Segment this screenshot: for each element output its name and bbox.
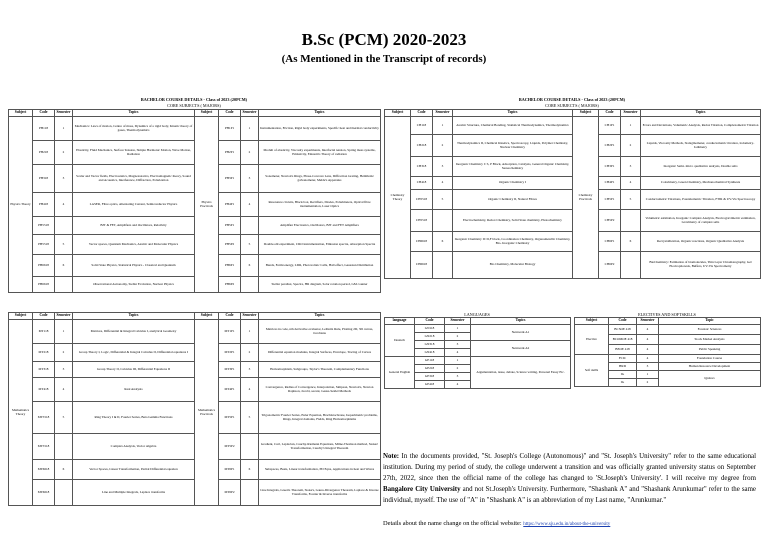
language-cell: Deutsch: [385, 325, 415, 357]
details-line: [383, 520, 756, 527]
semester-cell: [241, 277, 259, 293]
semester-cell: 4: [433, 177, 453, 190]
physics-block-sub: CORE SUBJECTS ( MAJORS): [167, 103, 221, 108]
column-header: Subject: [575, 318, 609, 325]
topics-cell: BJT & FET, Amplifiers and Oscillators, Relativity: [73, 217, 195, 235]
code-cell: CH6P2: [599, 252, 621, 279]
code-cell: FCIC: [609, 355, 637, 363]
topics-cell: Moduli of elasticity, Viscosity experiments, Interfacial tension, Spring mass systems, Emissivity, Einstein's Theory of radiation: [259, 141, 381, 165]
topics-cell: Complex Analysis, Vector Algebra: [73, 434, 195, 460]
topics-cell: Resonance circuits, Black box, Rectifiers, Diodes, Polarimeters, Optical fibre instrumentation, Laser Optics: [259, 193, 381, 217]
semester-cell: 4: [55, 193, 73, 217]
column-header: Semester: [621, 110, 641, 117]
code-cell: MT5518: [33, 434, 55, 460]
topic-cell: Ignitors: [659, 371, 761, 387]
column-header: Topics: [259, 313, 381, 320]
semester-cell: 3: [637, 363, 659, 371]
semester-cell: 5: [241, 402, 259, 434]
topic-cell: Stock Market Analysis: [659, 335, 761, 345]
languages-table: [384, 317, 571, 389]
semester-cell: 4: [55, 378, 73, 402]
code-cell: PH318: [33, 165, 55, 193]
semester-cell: 5: [241, 235, 259, 255]
semester-cell: [433, 252, 453, 279]
code-cell: MT2P1: [219, 344, 241, 362]
semester-cell: 3: [445, 373, 471, 381]
electives-title: ELECTIVES AND SOFTSKILLS: [638, 312, 696, 317]
code-cell: CH1P1: [599, 117, 621, 135]
chemistry-block-title: BACHELOR COURSE DETAILS - Class of 2023 (20PCM): [518, 97, 626, 102]
code-cell: MT4P1: [219, 378, 241, 402]
topics-cell: Observational Astronomy, Stellar Evolution, Nuclear Physics: [73, 277, 195, 293]
semester-cell: 4: [637, 355, 659, 363]
semester-cell: 3: [241, 165, 259, 193]
semester-cell: 4: [621, 177, 641, 190]
column-header: Topics: [73, 110, 195, 117]
subject-cell: Mathematics Practicals: [195, 320, 219, 506]
semester-cell: 1: [241, 117, 259, 141]
semester-cell: 4: [637, 345, 659, 355]
column-header: Semester: [637, 318, 659, 325]
code-cell: PH2P1: [219, 141, 241, 165]
topics-cell: Liquids, Viscosity Methods, Stalagmometer, conductometric titration, Iodometry-Iodimetry: [641, 135, 761, 157]
semester-cell: 3: [241, 362, 259, 378]
code-cell: MT218: [33, 344, 55, 362]
semester-cell: 3: [621, 157, 641, 177]
page-subtitle: (As Mentioned in the Transcript of records): [281, 53, 487, 65]
topics-cell: BioChemistry: Estimation of biomolecules, Thin Layer Chromatography, Gel Electrophoresis, Buffers, UV-Vis Spectrometry: [641, 252, 761, 279]
code-cell: PH6P1: [219, 255, 241, 277]
code-cell: MT318: [33, 362, 55, 378]
topics-cell: Line and Multiple Integrals, Laplace transforms: [73, 480, 195, 506]
semester-cell: 4: [445, 381, 471, 389]
code-cell: GE218: [415, 365, 445, 373]
semester-cell: 3: [445, 341, 471, 349]
languages-block: [384, 312, 570, 389]
topics-cell: Inorganic Chemistry I: S, P Block, Adsorption, Catalysis, General Organic Chemistry, Stereochemistry: [453, 157, 573, 177]
code-cell: CH3P1: [599, 157, 621, 177]
semester-cell: 2: [55, 344, 73, 362]
code-cell: MT5P1: [219, 402, 241, 434]
code-cell: PH5P1: [219, 217, 241, 235]
code-cell: PH4P1: [219, 193, 241, 217]
subject-cell: Soft skills: [575, 355, 609, 387]
code-cell: PH418: [33, 193, 55, 217]
table-row: [9, 117, 381, 141]
column-header: Subject: [9, 313, 33, 320]
semester-cell: 2: [55, 141, 73, 165]
subject-cell: Physics Practicals: [195, 117, 219, 293]
code-cell: PH1P1: [219, 117, 241, 141]
code-cell: CH5518: [411, 190, 433, 210]
column-header: Topics: [471, 318, 571, 325]
electives-block: [574, 312, 760, 387]
chemistry-table: [384, 109, 761, 279]
topics-cell: Electrochemistry, Redox Chemistry, Solid State chemistry, Photochemistry: [453, 210, 573, 232]
semester-cell: 6: [433, 232, 453, 252]
topics-cell: Double-slit experiment, CRO instrumentation, Emission spectra, Absorption Spectra: [259, 235, 381, 255]
languages-title: LANGUAGES: [464, 312, 490, 317]
topics-cell: Subspaces, Basis, Linear transformation, PD Eqns, Applications in heat and Waves: [259, 460, 381, 480]
topics-cell: Group Theory II, Calculus III, Differential Equations II: [73, 362, 195, 378]
physics-block-title: BACHELOR COURSE DETAILS - Class of 2023 (20PCM): [140, 97, 248, 102]
topics-cell: Instrumentation, Friction, Rigid body experiments, Specific heat and thermal conductivity: [259, 117, 381, 141]
topics-cell: LASER, Fibre optics, Alternating Current, Semiconductor Physics: [73, 193, 195, 217]
table-row: [385, 357, 571, 365]
column-header: Code: [415, 318, 445, 325]
topics-cell: Gradient, Curl, Laplacian, Cauchy-Riemann Equations, Milne-Thomson method, Stokes' Transformation, Cauchy's Integral Theorem: [259, 434, 381, 460]
topics-cell: Mechanics: Laws of motion, Centre of mass, Dynamics of a rigid body, Kinetic theory of gases, Thermodynamics: [73, 117, 195, 141]
column-header: Topic: [659, 318, 761, 325]
table-row: [575, 355, 761, 363]
column-header: Code: [609, 318, 637, 325]
topic-cell: Forensic Sciences: [659, 325, 761, 335]
maths-block: [8, 312, 380, 506]
topics-cell: Bands, Fermi energy, LDR, Photovoltaic Cells, Hall effect, Gaussian Distribution: [259, 255, 381, 277]
topics-cell: Bio Chemistry, Molecular Biology: [453, 252, 573, 279]
physics-table: [8, 109, 381, 293]
column-header: Code: [33, 313, 55, 320]
topics-cell: Conductometric Titrations, Potentiometric Titration, FTIR & UV-Vis Spectroscopy: [641, 190, 761, 210]
semester-cell: 3: [55, 165, 73, 193]
code-cell: CH118: [411, 117, 433, 135]
topics-cell: Ring Theory I & II, Fourier Series, Beta Gamma Functions: [73, 402, 195, 434]
code-cell: MT6P2: [219, 480, 241, 506]
semester-cell: 2: [433, 135, 453, 157]
topics-cell: Real Analysis: [73, 378, 195, 402]
topics-cell: Homomorphism, Subgroups, Taylor's Theorem, Complementary Functions: [259, 362, 381, 378]
code-cell: MT6618: [33, 480, 55, 506]
semester-cell: 4: [241, 193, 259, 217]
column-header: Subject: [573, 110, 599, 117]
code-cell: PH3P1: [219, 165, 241, 193]
code-cell: CH5518: [411, 210, 433, 232]
code-cell: GN218: [415, 333, 445, 341]
semester-cell: 6: [621, 232, 641, 252]
column-header: Topics: [259, 110, 381, 117]
code-cell: GN418: [415, 349, 445, 357]
physics-block: [8, 96, 380, 293]
column-header: Code: [219, 313, 241, 320]
topics-cell: Stellar parallax, Spectra, HR diagram, Solar rotation period, GM counter: [259, 277, 381, 293]
topics-cell: Vector Spaces, Linear Transformation, Partial Differential equation: [73, 460, 195, 480]
code-cell: MT118: [33, 320, 55, 344]
code-cell: PH6618: [33, 277, 55, 293]
language-cell: General English: [385, 357, 415, 389]
semester-cell: 2: [241, 141, 259, 165]
semester-cell: 1: [621, 117, 641, 135]
table-row: [385, 117, 761, 135]
semester-cell: [55, 277, 73, 293]
column-header: Semester: [241, 110, 259, 117]
topics-cell: Matrices in code, nth derivative evaluator, Leibnitz Rule, Plotting 2D, 3D curves, Jacobians: [259, 320, 381, 344]
code-cell: IG: [609, 379, 637, 387]
subject-cell: Chemistry Theory: [385, 117, 411, 279]
column-header: Semester: [55, 313, 73, 320]
column-header: Topics: [73, 313, 195, 320]
semester-cell: 2: [637, 379, 659, 387]
semester-cell: 6: [55, 460, 73, 480]
note-paragraph: [383, 452, 756, 507]
semester-cell: 5: [433, 190, 453, 210]
column-header: Code: [599, 110, 621, 117]
code-cell: CH4P1: [599, 177, 621, 190]
table-row: [385, 325, 571, 333]
maths-table: [8, 312, 381, 506]
code-cell: CH418: [411, 177, 433, 190]
column-header: Semester: [241, 313, 259, 320]
topics-cell: Convergence, Radius of Convergence, Interpolation, Simpson, Newton's, Newton Raphson, Jacobi, secant, Gauss-Seidel Methods: [259, 378, 381, 402]
topics-cell: Volumetric estimation, Inorganic Complex Analysis, Electrogravimetric estimation, Gravimetry of complex salts: [641, 210, 761, 232]
semester-cell: 2: [445, 333, 471, 341]
topics-cell: Solid State Physics, Statistical Physics - Classical and Quantum: [73, 255, 195, 277]
code-cell: MT5518: [33, 402, 55, 434]
subject-cell: Mathematics Theory: [9, 320, 33, 506]
semester-cell: 1: [637, 371, 659, 379]
code-cell: GE318: [415, 373, 445, 381]
table-row: [9, 320, 381, 344]
note-label: Note:: [383, 453, 400, 460]
semester-cell: [241, 434, 259, 460]
semester-cell: [433, 210, 453, 232]
topics-cell: Vector spaces, Quantum Mechanics, Atomic and Molecular Physics: [73, 235, 195, 255]
note-bold-university: Bangalore City University: [383, 485, 461, 493]
code-cell: MT5P2: [219, 434, 241, 460]
topics-cell: Netzwerk A1: [471, 325, 571, 341]
code-cell: GN318: [415, 341, 445, 349]
topics-cell: Errors and Deviations, Volumetric Analysis, Redox Titration, Complexometric Titration: [641, 117, 761, 135]
topics-cell: Atomic Structure, Chemical Bonding, Statistical Thermodynamics, Thermodynamics: [453, 117, 573, 135]
code-cell: MT418: [33, 378, 55, 402]
semester-cell: 5: [621, 190, 641, 210]
topics-cell: Matrices, Differential & Integral Calculus I, analytical Geometry: [73, 320, 195, 344]
column-header: Semester: [445, 318, 471, 325]
column-header: Semester: [55, 110, 73, 117]
code-cell: GE418: [415, 381, 445, 389]
topics-cell: Scalar and Vector fields, Electrostatics, Magnetostatics, Electromagnetic theory, Sound and Acoustics, Interference, Diffraction, Polarization: [73, 165, 195, 193]
topics-cell: Argumentation, issue, debate, Science writing, Personal Essay Etc.: [471, 357, 571, 389]
semester-cell: [55, 217, 73, 235]
code-cell: CH5P2: [599, 210, 621, 232]
topics-cell: Elasticity, Fluid Mechanics, Surface Tension, Simple Harmonic Motion, Wave Motion, Radiation: [73, 141, 195, 165]
semester-cell: 4: [637, 325, 659, 335]
chemistry-block: [384, 96, 760, 279]
code-cell: BEOE 418: [609, 345, 637, 355]
table-row: [575, 325, 761, 335]
code-cell: PH6618: [33, 255, 55, 277]
subject-cell: Elective: [575, 325, 609, 355]
topics-cell: Organic Chemistry I: [453, 177, 573, 190]
semester-cell: 4: [241, 378, 259, 402]
semester-cell: 4: [637, 335, 659, 345]
chemistry-block-sub: CORE SUBJECTS ( MAJORS): [545, 103, 599, 108]
column-header: Code: [33, 110, 55, 117]
code-cell: MT6P1: [219, 460, 241, 480]
topics-cell: Organic Chemistry II, Natural Fibres: [453, 190, 573, 210]
code-cell: CH5P1: [599, 190, 621, 210]
topic-cell: Foundation Course: [659, 355, 761, 363]
topics-cell: Line Integrals, Green's Theorem, Stoke's, Gauss-Divergence Theorem, Laplace & Inverse Transforms, Fourier & Inverse transforms: [259, 480, 381, 506]
note-text-2: and not St.Joseph's University. Furthermore, "Shashank A" and "Shashank Arunkumar" refer to the same individual, myself. The use of "A" in "Shashank A" is an abbreviation of my Last name, "Arunkumar.": [383, 485, 756, 504]
subject-cell: Chemistry Practicals: [573, 117, 599, 279]
semester-cell: 6: [55, 255, 73, 277]
column-header: Subject: [9, 110, 33, 117]
code-cell: IG: [609, 371, 637, 379]
code-cell: PH6P2: [219, 277, 241, 293]
column-header: Code: [219, 110, 241, 117]
code-cell: CH6618: [411, 232, 433, 252]
topics-cell: Recrystallization, Organic reactions, Organic Qualitative Analysis: [641, 232, 761, 252]
topics-cell: Inorganic Chemistry II: D,F block, Coordination Chemistry, Organometallic Chemistry, Bio- Inorganic Chemistry: [453, 232, 573, 252]
topics-cell: Differential equation modules, Integral Surfaces, Envelope, Tracing of Curves: [259, 344, 381, 362]
semester-cell: [241, 480, 259, 506]
semester-cell: 6: [241, 460, 259, 480]
semester-cell: 2: [445, 365, 471, 373]
topics-cell: Inorganic Semi- micro qualitative analysis, Double salts: [641, 157, 761, 177]
code-cell: PH5P2: [219, 235, 241, 255]
code-cell: CH218: [411, 135, 433, 157]
column-header: Topics: [453, 110, 573, 117]
code-cell: CH6P1: [599, 232, 621, 252]
semester-cell: 4: [445, 349, 471, 357]
university-website-link[interactable]: https://www.sju.edu.in/about-the-university: [523, 522, 611, 527]
semester-cell: 1: [445, 325, 471, 333]
semester-cell: 1: [445, 357, 471, 365]
code-cell: MT1P1: [219, 320, 241, 344]
code-cell: CH6618: [411, 252, 433, 279]
code-cell: PH218: [33, 141, 55, 165]
semester-cell: [621, 210, 641, 232]
note-text-1: In the documents provided, "St. Joseph's College (Autonomous)" and "St. Joseph's University" refer to the same educational institution. During my period of study, the college underwent a transition and was officially granted university status on September 27th, 2022, since then the official name of the college has changed to 'St.Joseph's University'. I will receive my degree from: [383, 453, 756, 482]
column-header: Subject: [385, 110, 411, 117]
column-header: language: [385, 318, 415, 325]
code-cell: PH118: [33, 117, 55, 141]
semester-cell: 5: [55, 402, 73, 434]
code-cell: PH5518: [33, 235, 55, 255]
column-header: Subject: [195, 313, 219, 320]
code-cell: GE118: [415, 357, 445, 365]
semester-cell: 1: [433, 117, 453, 135]
semester-cell: [621, 252, 641, 279]
semester-cell: 2: [241, 344, 259, 362]
topics-cell: Trigonometric Fourier Series, Euler Equation, Brachistochrone, Isoperimetric problems, Rings, Integral domains, Fields, Ring Homomorphisms: [259, 402, 381, 434]
semester-cell: [55, 434, 73, 460]
code-cell: GN118: [415, 325, 445, 333]
topics-cell: Thermodynamics II, Chemical Kinetics, Spectroscopy, Liquids, Polymer Chemistry, Nuclear Chemistry: [453, 135, 573, 157]
topic-cell: Human Resource Development: [659, 363, 761, 371]
subject-cell: Physics Theory: [9, 117, 33, 293]
semester-cell: 2: [621, 135, 641, 157]
column-header: Subject: [195, 110, 219, 117]
code-cell: BCSOE 418: [609, 325, 637, 335]
column-header: Topics: [641, 110, 761, 117]
semester-cell: [55, 480, 73, 506]
semester-cell: 1: [55, 117, 73, 141]
details-label: Details about the name change on the official website:: [383, 520, 522, 527]
topics-cell: Amplifier Electronics, Oscillators, BJT and FET Amplifiers: [259, 217, 381, 235]
topics-cell: Sonometer, Newton's Rings, Phase-Concave Lens, Diffraction Grating, Helmholtz galvanometer, Melde's Apparatus: [259, 165, 381, 193]
code-cell: MT6618: [33, 460, 55, 480]
topics-cell: Colorimetry, Green Chemistry, Mechanochemical Synthesis: [641, 177, 761, 190]
topic-cell: Public Speaking: [659, 345, 761, 355]
column-header: Code: [411, 110, 433, 117]
semester-cell: 3: [55, 362, 73, 378]
semester-cell: [241, 217, 259, 235]
page-title: B.Sc (PCM) 2020-2023: [301, 30, 467, 49]
semester-cell: 1: [55, 320, 73, 344]
topics-cell: Group Theory I, Logic, Differential & Integral Calculus II, Differential equations I: [73, 344, 195, 362]
semester-cell: 5: [55, 235, 73, 255]
semester-cell: 3: [433, 157, 453, 177]
electives-table: [574, 317, 761, 387]
semester-cell: 6: [241, 255, 259, 277]
code-cell: CH318: [411, 157, 433, 177]
code-cell: CH2P1: [599, 135, 621, 157]
column-header: Semester: [433, 110, 453, 117]
code-cell: PH5518: [33, 217, 55, 235]
code-cell: BCOMOE 418: [609, 335, 637, 345]
code-cell: HRD: [609, 363, 637, 371]
topics-cell: Netzwerk A2: [471, 341, 571, 357]
semester-cell: 1: [241, 320, 259, 344]
code-cell: MT3P1: [219, 362, 241, 378]
